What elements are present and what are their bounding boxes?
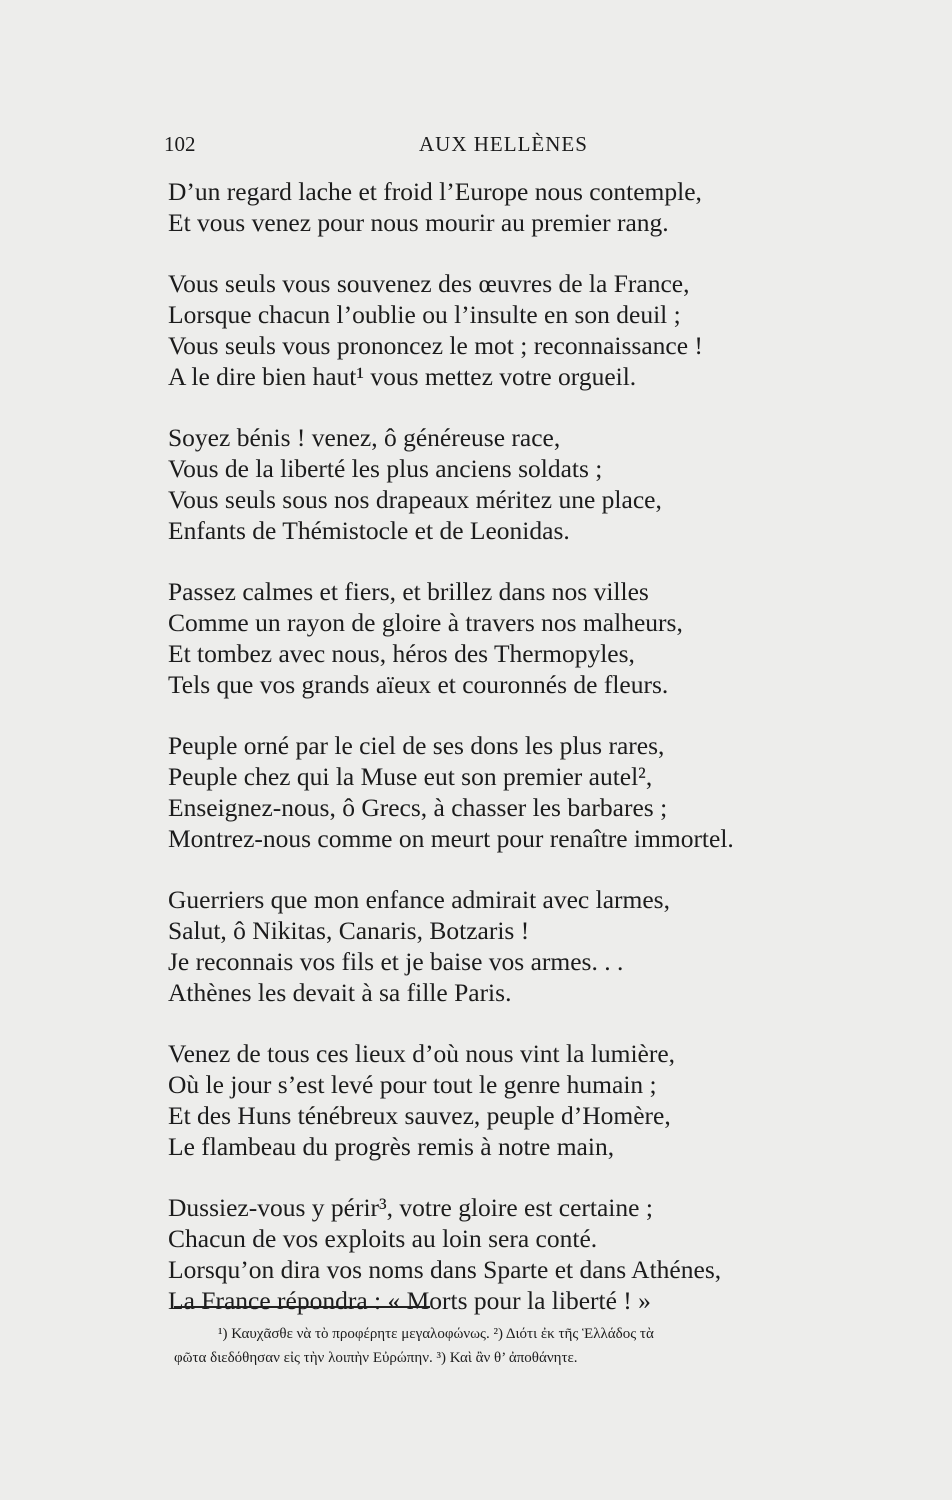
verse-line: Chacun de vos exploits au loin sera conté. xyxy=(168,1224,598,1253)
verse-line: D’un regard lache et froid l’Europe nous contemple, xyxy=(168,177,702,206)
verse-line: Et vous venez pour nous mourir au premier rang. xyxy=(168,208,669,237)
verse-line: Passez calmes et fiers, et brillez dans nos villes xyxy=(168,577,649,606)
verse-line: Venez de tous ces lieux d’où nous vint la lumière, xyxy=(168,1039,676,1068)
verse-line: Vous seuls sous nos drapeaux méritez une place, xyxy=(168,485,662,514)
verse-line: Lorsque chacun l’oublie ou l’insulte en son deuil ; xyxy=(168,300,681,329)
verse-line: Le flambeau du progrès remis à notre main, xyxy=(168,1132,615,1161)
verse-line: Vous de la liberté les plus anciens soldats ; xyxy=(168,454,603,483)
verse-line: Vous seuls vous prononcez le mot ; reconnaissance ! xyxy=(168,331,703,360)
stanza xyxy=(168,1192,908,1316)
verse-line: La France répondra : « Morts pour la liberté ! » xyxy=(168,1286,651,1315)
verse-line: Guerriers que mon enfance admirait avec larmes, xyxy=(168,885,670,914)
verse-line: Salut, ô Nikitas, Canaris, Botzaris ! xyxy=(168,916,530,945)
page-number: 102 xyxy=(164,132,196,156)
verse-line: Dussiez-vous y périr³, votre gloire est certaine ; xyxy=(168,1193,653,1222)
stanza xyxy=(168,730,908,854)
running-head: AUX HELLÈNES xyxy=(419,132,588,156)
verse-line: Où le jour s’est levé pour tout le genre humain ; xyxy=(168,1070,657,1099)
footnote-rule xyxy=(174,1306,430,1308)
verse-line: Et des Huns ténébreux sauvez, peuple d’Homère, xyxy=(168,1101,671,1130)
verse-line: Vous seuls vous souvenez des œuvres de la France, xyxy=(168,269,690,298)
footnote-line-1: ¹) Καυχᾶσθε νὰ τὸ προφέρητε μεγαλοφώνως. ²) Διότι ἐκ τῆς Ἑλλάδος τὰ xyxy=(218,1326,654,1342)
verse-line: Soyez bénis ! venez, ô généreuse race, xyxy=(168,423,561,452)
verse-line: Enseignez-nous, ô Grecs, à chasser les barbares ; xyxy=(168,793,668,822)
stanza xyxy=(168,884,908,1008)
verse-line: Comme un rayon de gloire à travers nos malheurs, xyxy=(168,608,683,637)
verse-line: Et tombez avec nous, héros des Thermopyles, xyxy=(168,639,635,668)
poem xyxy=(168,176,908,1346)
stanza xyxy=(168,422,908,546)
verse-line: Tels que vos grands aïeux et couronnés de fleurs. xyxy=(168,670,669,699)
stanza xyxy=(168,268,908,392)
verse-line: Enfants de Thémistocle et de Leonidas. xyxy=(168,516,570,545)
verse-line: Lorsqu’on dira vos noms dans Sparte et dans Athénes, xyxy=(168,1255,722,1284)
verse-line: Je reconnais vos fils et je baise vos armes. . . xyxy=(168,947,624,976)
stanza xyxy=(168,1038,908,1162)
footnotes xyxy=(174,1322,894,1370)
verse-line: Peuple orné par le ciel de ses dons les plus rares, xyxy=(168,731,665,760)
stanza xyxy=(168,576,908,700)
verse-line: Montrez-nous comme on meurt pour renaître immortel. xyxy=(168,824,734,853)
footnote-line-2: φῶτα διεδόθησαν εἰς τὴν λοιπὴν Εὐρώπην. ³) Καὶ ἂν θ’ ἀποθάνητε. xyxy=(174,1350,578,1366)
stanza xyxy=(168,176,908,238)
verse-line: Peuple chez qui la Muse eut son premier autel², xyxy=(168,762,653,791)
verse-line: A le dire bien haut¹ vous mettez votre orgueil. xyxy=(168,362,637,391)
verse-line: Athènes les devait à sa fille Paris. xyxy=(168,978,512,1007)
